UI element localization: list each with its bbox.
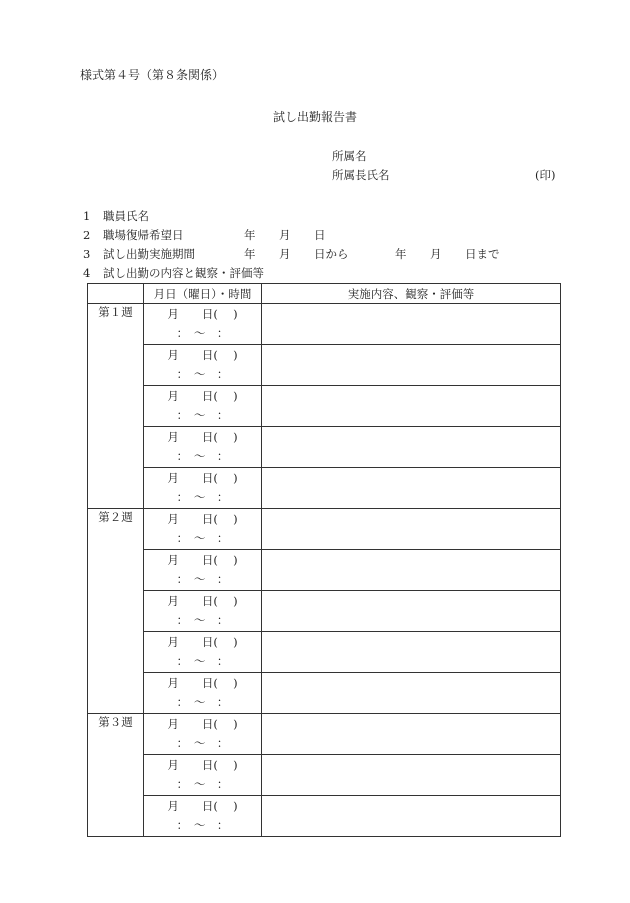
item-label: 職員氏名 xyxy=(103,209,149,223)
table-row xyxy=(88,796,561,837)
time-line: ： 〜 ： xyxy=(176,408,229,422)
time-line: ： 〜 ： xyxy=(176,490,229,504)
date-line: 月 日( ) xyxy=(167,512,238,526)
date-line: 月 日( ) xyxy=(167,307,238,321)
date-time-cell[interactable] xyxy=(144,796,262,837)
table-row xyxy=(88,345,561,386)
week-label: 第１週 xyxy=(88,304,144,509)
content-evaluation-cell[interactable] xyxy=(262,632,561,673)
table-row xyxy=(88,509,561,550)
date-time-cell[interactable] xyxy=(144,386,262,427)
date-time-cell[interactable] xyxy=(144,345,262,386)
item-trial-period xyxy=(83,246,195,262)
item-return-date xyxy=(83,227,184,243)
item-label: 試し出勤の内容と観察・評価等 xyxy=(103,266,264,280)
table-row xyxy=(88,632,561,673)
item-number: 4 xyxy=(83,266,91,280)
table-row xyxy=(88,714,561,755)
table-header-row xyxy=(88,284,561,304)
table-row xyxy=(88,755,561,796)
table-row xyxy=(88,591,561,632)
date-line: 月 日( ) xyxy=(167,430,238,444)
year-unit: 年 xyxy=(244,228,256,242)
date-line: 月 日( ) xyxy=(167,635,238,649)
time-line: ： 〜 ： xyxy=(176,654,229,668)
date-line: 月 日( ) xyxy=(167,676,238,690)
day-from-unit: 日から xyxy=(314,247,349,261)
content-evaluation-cell[interactable] xyxy=(262,591,561,632)
date-time-cell[interactable] xyxy=(144,632,262,673)
time-line: ： 〜 ： xyxy=(176,367,229,381)
table-row xyxy=(88,468,561,509)
date-time-cell[interactable] xyxy=(144,550,262,591)
content-evaluation-cell[interactable] xyxy=(262,345,561,386)
time-line: ： 〜 ： xyxy=(176,449,229,463)
report-table xyxy=(87,283,561,837)
day-unit: 日 xyxy=(314,228,326,242)
content-evaluation-cell[interactable] xyxy=(262,386,561,427)
time-line: ： 〜 ： xyxy=(176,818,229,832)
time-line: ： 〜 ： xyxy=(176,695,229,709)
date-line: 月 日( ) xyxy=(167,553,238,567)
item-label: 職場復帰希望日 xyxy=(103,228,184,242)
date-line: 月 日( ) xyxy=(167,348,238,362)
form-number: 様式第４号（第８条関係） xyxy=(80,68,225,82)
item-number: 1 xyxy=(83,209,91,223)
date-time-cell[interactable] xyxy=(144,755,262,796)
date-time-cell[interactable] xyxy=(144,714,262,755)
document-title: 試し出勤報告書 xyxy=(272,110,357,124)
item-label: 試し出勤実施期間 xyxy=(103,247,195,261)
affiliation-label: 所属名 xyxy=(332,149,367,163)
date-line: 月 日( ) xyxy=(167,471,238,485)
date-line: 月 日( ) xyxy=(167,717,238,731)
time-line: ： 〜 ： xyxy=(176,531,229,545)
table-row xyxy=(88,550,561,591)
week-label: 第３週 xyxy=(88,714,144,837)
date-time-cell[interactable] xyxy=(144,673,262,714)
date-line: 月 日( ) xyxy=(167,758,238,772)
table-row xyxy=(88,427,561,468)
date-time-cell[interactable] xyxy=(144,304,262,345)
week-label: 第２週 xyxy=(88,509,144,714)
item-employee-name xyxy=(83,208,149,224)
date-time-cell[interactable] xyxy=(144,468,262,509)
content-evaluation-cell[interactable] xyxy=(262,427,561,468)
table-row xyxy=(88,386,561,427)
content-evaluation-cell[interactable] xyxy=(262,550,561,591)
date-time-cell[interactable] xyxy=(144,509,262,550)
date-line: 月 日( ) xyxy=(167,389,238,403)
content-evaluation-cell[interactable] xyxy=(262,304,561,345)
month-unit: 月 xyxy=(279,228,291,242)
date-time-header: 月日（曜日）・時間 xyxy=(144,284,262,304)
seal-mark: (印) xyxy=(535,168,556,182)
content-evaluation-header: 実施内容、観察・評価等 xyxy=(262,284,561,304)
time-line: ： 〜 ： xyxy=(176,326,229,340)
content-evaluation-cell[interactable] xyxy=(262,468,561,509)
content-evaluation-cell[interactable] xyxy=(262,714,561,755)
table-row xyxy=(88,673,561,714)
item-number: 2 xyxy=(83,228,91,242)
time-line: ： 〜 ： xyxy=(176,777,229,791)
item-content-evaluation xyxy=(83,265,264,281)
content-evaluation-cell[interactable] xyxy=(262,755,561,796)
content-evaluation-cell[interactable] xyxy=(262,509,561,550)
year-unit: 年 xyxy=(244,247,256,261)
table-row xyxy=(88,304,561,345)
time-line: ： 〜 ： xyxy=(176,613,229,627)
year-unit: 年 xyxy=(395,247,407,261)
content-evaluation-cell[interactable] xyxy=(262,796,561,837)
day-to-unit: 日まで xyxy=(465,247,500,261)
date-time-cell[interactable] xyxy=(144,591,262,632)
item-number: 3 xyxy=(83,247,91,261)
blank-header-cell xyxy=(88,284,144,304)
date-line: 月 日( ) xyxy=(167,594,238,608)
content-evaluation-cell[interactable] xyxy=(262,673,561,714)
time-line: ： 〜 ： xyxy=(176,736,229,750)
time-line: ： 〜 ： xyxy=(176,572,229,586)
month-unit: 月 xyxy=(430,247,442,261)
date-time-cell[interactable] xyxy=(144,427,262,468)
date-line: 月 日( ) xyxy=(167,799,238,813)
department-head-name-label: 所属長氏名 xyxy=(332,168,390,182)
month-unit: 月 xyxy=(279,247,291,261)
